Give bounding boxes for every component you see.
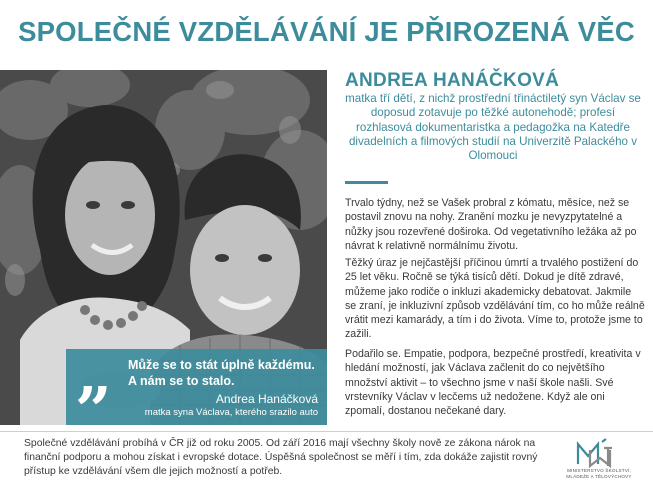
person-name: ANDREA HANÁČKOVÁ bbox=[345, 70, 560, 91]
page-headline: SPOLEČNÉ VZDĚLÁVÁNÍ JE PŘIROZENÁ VĚC bbox=[18, 16, 635, 47]
footer-divider bbox=[0, 431, 653, 432]
quote-line-1: Může se to stát úplně každému. bbox=[128, 358, 315, 372]
logo-caption: MINISTERSTVO ŠKOLSTVÍ, MLÁDEŽE A TĚLOVÝCHOVY bbox=[566, 468, 632, 479]
story-paragraph-1: Trvalo týdny, než se Vašek probral z kómatu, měsíce, než se postavil znovu na nohy. Zranění mozku je nevyzpytatelné a nůžky jsou rozevřené doširoka. Od vegetativního ležáka až po návrat k relativně normálnímu životu. bbox=[345, 197, 637, 252]
quote-author-role: matka syna Václava, kterého srazilo auto bbox=[144, 407, 318, 418]
story-paragraph-3: Podařilo se. Empatie, podpora, bezpečné prostředí, kreativita v hledání možností, jak Václava začlenit do co největšího množství aktivit – to všechno jsme v naší škole našli. Své vrstevníky Václav v lecčems už nedožene. Když ale oni zpomalí, dostanou nečekané dary. bbox=[345, 348, 641, 418]
quote-text bbox=[128, 357, 324, 389]
person-bio: matka tří dětí, z nichž prostřední třináctiletý syn Václav se doposud zotavuje po těžké autonehodě; profesí rozhlasová dokumentaristka a pedagožka na Katedře divadelních a filmových studií na Univerzitě Palackého v Olomouci bbox=[345, 92, 641, 163]
quote-author: Andrea Hanáčková bbox=[215, 392, 318, 406]
quote-mark-icon: „ bbox=[76, 337, 113, 412]
footer-text: Společné vzdělávání probíhá v ČR již od roku 2005. Od září 2016 mají všechny školy nově ze zákona nárok na finanční podporu a mohou získat i evropské dotace. Úspěšná společnost se měří i tím, zda dokáže zajistit rovný přístup ke vzdělávání všem dle jejich možností a potřeb. bbox=[24, 438, 538, 478]
story-paragraph-2: Těžký úraz je nejčastější příčinou úmrtí a trvalého postižení do 25 let věku. Ročně se týká tisíců dětí. Dokud je dítě zdravé, můžeme jako rodiče o inkluzi akademicky debatovat. Jakmile se zraní, je inkluzivní způsob vzdělávání tím, co ho může reálně vrátit mezi kamarády, a tím i do života. Víme to, protože jsme to zažili. bbox=[345, 257, 645, 341]
divider bbox=[345, 181, 388, 184]
quote-line-2: A nám se to stalo. bbox=[128, 374, 235, 388]
